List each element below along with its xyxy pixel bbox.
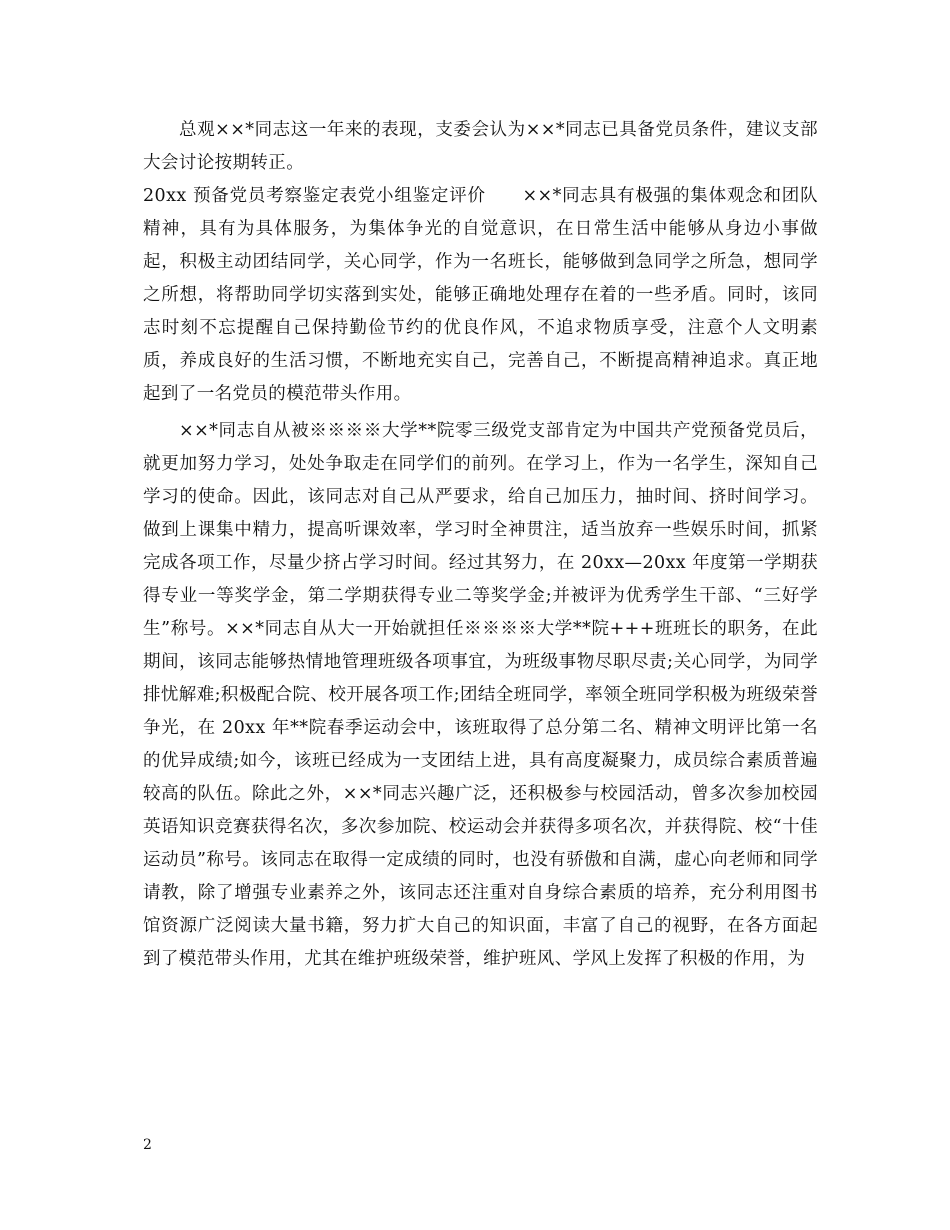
document-body [143,114,818,976]
paragraph-study-performance: ××*同志自从被※※※※大学**院零三级党支部肯定为中国共产党预备党员后，就更加努力学习，处处争取走在同学们的前列。在学习上，作为一名学生，深知自己学习的使命。因此，该同志对自己从严要求，给自己加压力，抽时间、挤时间学习。做到上课集中精力，提高听课效率，学习时全神贯注，适当放弃一些娱乐时间，抓紧完成各项工作，尽量少挤占学习时间。经过其努力，在 20xx—20xx 年度第一学期获得专业一等奖学金，第二学期获得专业二等奖学金;并被评为优秀学生干部、“三好学生”称号。××*同志自从大一开始就担任※※※※大学**院+++班班长的职务，在此期间，该同志能够热情地管理班级各项事宜，为班级事物尽职尽责;关心同学，为同学排忧解难;积极配合院、校开展各项工作;团结全班同学，率领全班同学积极为班级荣誉争光，在 20xx 年**院春季运动会中，该班取得了总分第二名、精神文明评比第一名的优异成绩;如今，该班已经成为一支团结上进，具有高度凝聚力，成员综合素质普遍较高的队伍。除此之外，××*同志兴趣广泛，还积极参与校园活动，曾多次参加校园英语知识竞赛获得名次，多次参加院、校运动会并获得多项名次，并获得院、校“十佳运动员”称号。该同志在取得一定成绩的同时，也没有骄傲和自满，虚心向老师和同学请教，除了增强专业素养之外，该同志还注重对自身综合素质的培养，充分利用图书馆资源广泛阅读大量书籍，努力扩大自己的知识面，丰富了自己的视野，在各方面起到了模范带头作用，尤其在维护班级荣誉，维护班风、学风上发挥了积极的作用，为 [143,421,818,969]
paragraph-group-evaluation: 20xx 预备党员考察鉴定表党小组鉴定评价 ××*同志具有极强的集体观念和团队精神，具有为具体服务，为集体争光的自觉意识，在日常生活中能够从身边小事做起，积极主动团结同学，关心同学，作为一名班长，能够做到急同学之所急，想同学之所想，将帮助同学切实落到实处，能够正确地处理存在着的一些矛盾。同时，该同志时刻不忘提醒自己保持勤俭节约的优良作风，不追求物质享受，注意个人文明素质，养成良好的生活习惯，不断地充实自己，完善自己，不断提高精神追求。真正地起到了一名党员的模范带头作用。 [143,186,818,404]
page-number: 2 [143,1137,152,1153]
paragraph-conclusion: 总观××*同志这一年来的表现，支委会认为××*同志已具备党员条件，建议支部大会讨论按期转正。 [143,120,818,173]
